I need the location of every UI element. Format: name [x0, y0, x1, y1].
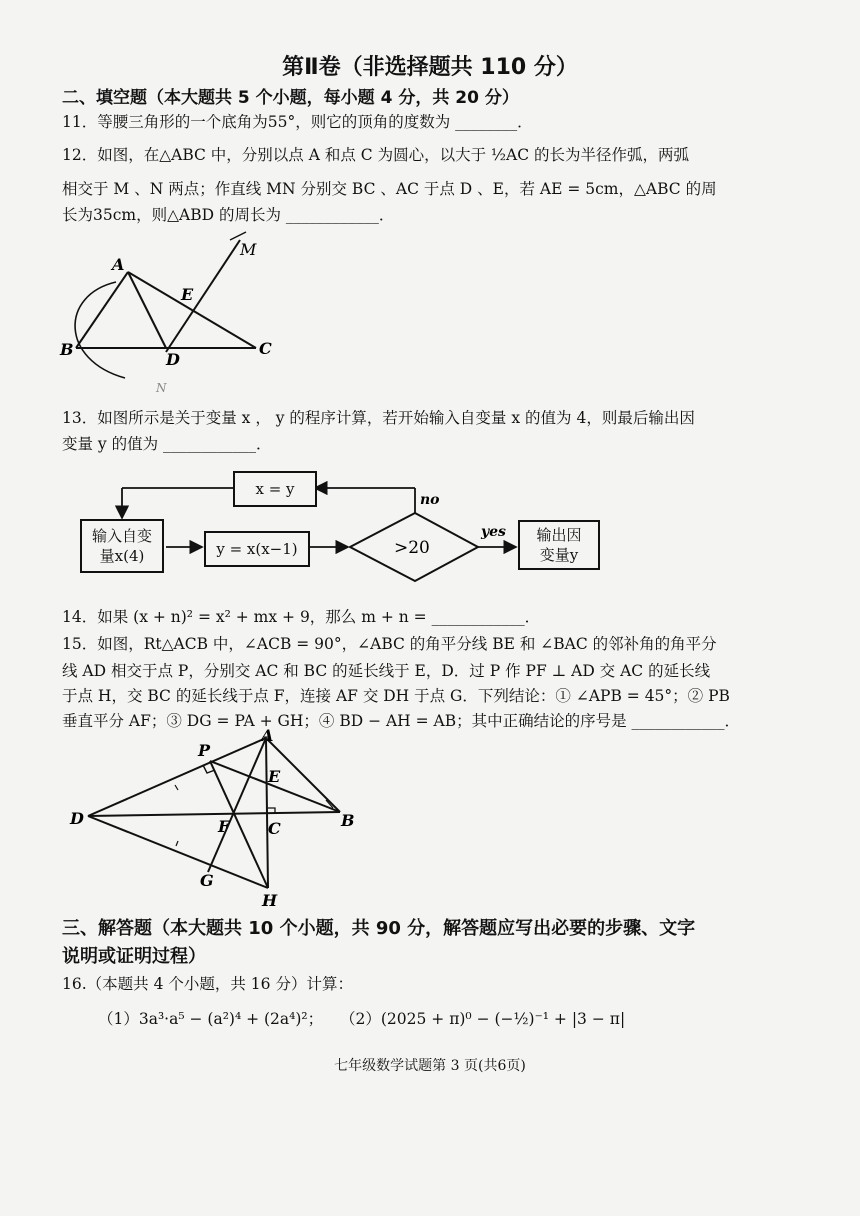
q15-label-f: F [218, 817, 230, 836]
section-3-heading-line-2: 说明或证明过程） [62, 946, 206, 967]
question-15-line-1: 15．如图，Rt△ACB 中，∠ACB = 90°，∠ABC 的角平分线 BE 和 ∠BAC 的邻补角的角平分 [62, 635, 717, 653]
q15-label-p: P [198, 741, 211, 760]
flow-box-calc: y = x(x−1) [204, 531, 310, 567]
question-16-part-1: （1）3a³·a⁵ − (a²)⁴ + (2a⁴)²； [98, 1010, 324, 1028]
question-15-line-2: 线 AD 相交于点 P，分别交 AC 和 BC 的延长线于 E，D．过 P 作 PF ⊥ AD 交 AC 的延长线 [62, 662, 711, 680]
flow-no-label: no [420, 492, 440, 508]
question-16-part-2: （2）(2025 + π)⁰ − (−½)⁻¹ + |3 − π| [340, 1010, 626, 1028]
page-footer: 七年级数学试题第 3 页(共6页) [334, 1058, 526, 1074]
q15-label-h: H [262, 891, 278, 910]
flow-yes-label: yes [481, 524, 506, 540]
question-14: 14．如果 (x + n)² = x² + mx + 9，那么 m + n = ____________． [62, 608, 541, 626]
q15-label-c: C [268, 819, 281, 838]
flow-box-input: 输入自变量x(4) [80, 519, 164, 573]
q15-label-e: E [268, 767, 281, 786]
q15-label-b: B [341, 811, 355, 830]
section-2-heading: 二、填空题（本大题共 5 个小题，每小题 4 分，共 20 分） [62, 88, 519, 108]
question-11: 11．等腰三角形的一个底角为55°，则它的顶角的度数为 ________． [62, 113, 533, 131]
question-13-line-2: 变量 y 的值为 ____________． [62, 435, 272, 453]
q15-label-g: G [200, 871, 214, 890]
q12-label-b: B [60, 340, 74, 359]
section-3-heading-line-1: 三、解答题（本大题共 10 个小题，共 90 分，解答题应写出必要的步骤、文字 [62, 918, 696, 939]
q15-label-d: D [70, 809, 84, 828]
question-16-intro: 16.（本题共 4 个小题，共 16 分）计算： [62, 975, 353, 993]
question-13-line-1: 13．如图所示是关于变量 x ， y 的程序计算，若开始输入自变量 x 的值为 4，则最后输出因 [62, 409, 695, 427]
question-12-line-1: 12．如图，在△ABC 中，分别以点 A 和点 C 为圆心，以大于 ½AC 的长为半径作弧，两弧 [62, 146, 689, 164]
question-12-line-2: 相交于 M 、N 两点；作直线 MN 分别交 BC 、AC 于点 D 、E，若 AE = 5cm，△ABC 的周 [62, 180, 717, 198]
q12-label-e: E [181, 285, 194, 304]
flow-box-output: 输出因变量y [518, 520, 600, 570]
q15-label-a: A [261, 726, 274, 745]
page-title: 第Ⅱ卷（非选择题共 110 分） [282, 55, 578, 80]
question-12-line-3: 长为35cm，则△ABD 的周长为 ____________． [62, 206, 395, 224]
flow-box-x-equals-y: x = y [233, 471, 317, 507]
q12-label-c: C [259, 339, 272, 358]
flow-condition: >20 [394, 538, 430, 558]
question-15-line-3: 于点 H，交 BC 的延长线于点 F，连接 AF 交 DH 于点 G．下列结论：① ∠APB = 45°；② PB [62, 687, 730, 705]
q12-label-d: D [166, 350, 180, 369]
q12-label-a: A [112, 255, 125, 274]
q12-label-n: N [156, 381, 167, 395]
question-15-line-4: 垂直平分 AF；③ DG = PA + GH；④ BD − AH = AB；其中正确结论的序号是 ____________． [62, 712, 741, 730]
q12-label-m: M [240, 240, 257, 259]
